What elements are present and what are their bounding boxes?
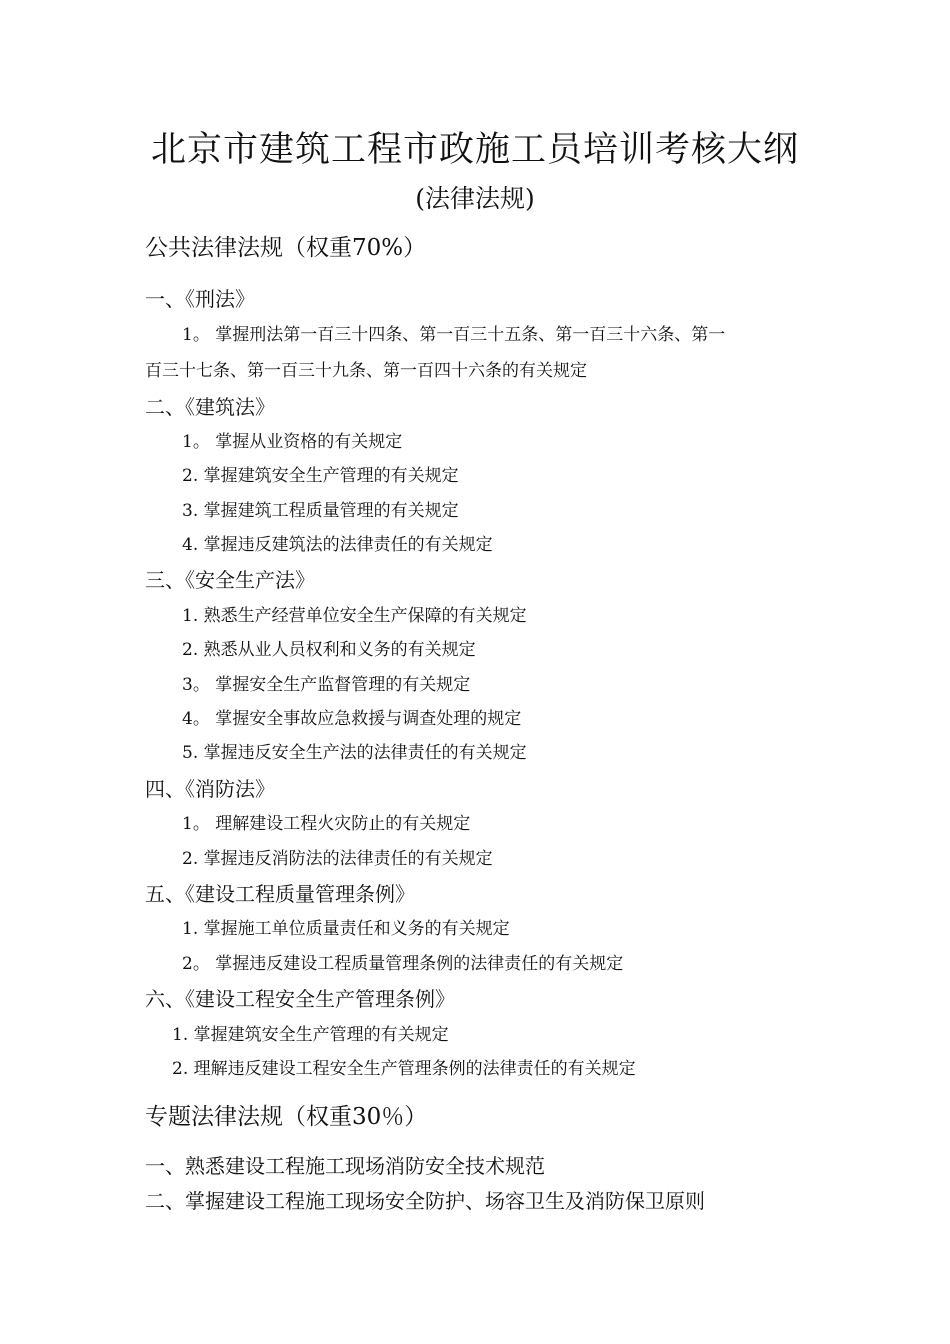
special-item: 二、掌握建设工程施工现场安全防护、场容卫生及消防保卫原则 — [145, 1189, 705, 1213]
law-item: 3. 掌握建筑工程质量管理的有关规定 — [182, 501, 459, 521]
law-item: 1. 掌握施工单位质量责任和义务的有关规定 — [182, 919, 510, 939]
document-subtitle: (法律法规) — [415, 184, 535, 213]
special-item: 一、熟悉建设工程施工现场消防安全技术规范 — [145, 1154, 545, 1178]
law-title-quality-regulation: 五、《建设工程质量管理条例》 — [145, 882, 415, 906]
law-item: 1。 掌握刑法第一百三十四条、第一百三十五条、第一百三十六条、第一 — [182, 325, 726, 345]
law-title-fire-protection: 四、《消防法》 — [145, 777, 275, 801]
special-laws-heading: 专题法律法规（权重30％） — [145, 1104, 428, 1130]
law-title-construction: 二、《建筑法》 — [145, 395, 275, 419]
law-item: 1. 掌握建筑安全生产管理的有关规定 — [172, 1025, 449, 1045]
law-item: 1。 掌握从业资格的有关规定 — [182, 432, 403, 452]
law-item: 3。 掌握安全生产监督管理的有关规定 — [182, 675, 471, 695]
law-item: 4。 掌握安全事故应急救援与调查处理的规定 — [182, 709, 522, 729]
law-title-criminal: 一、《刑法》 — [145, 287, 255, 311]
law-item: 5. 掌握违反安全生产法的法律责任的有关规定 — [182, 743, 527, 763]
law-item: 2. 掌握违反消防法的法律责任的有关规定 — [182, 849, 493, 869]
law-item: 2. 掌握建筑安全生产管理的有关规定 — [182, 466, 459, 486]
law-item: 1。 理解建设工程火灾防止的有关规定 — [182, 814, 471, 834]
law-item: 4. 掌握违反建筑法的法律责任的有关规定 — [182, 535, 493, 555]
public-laws-heading: 公共法律法规（权重70%） — [145, 235, 427, 261]
law-item: 1. 熟悉生产经营单位安全生产保障的有关规定 — [182, 606, 527, 626]
law-item: 2。 掌握违反建设工程质量管理条例的法律责任的有关规定 — [182, 954, 624, 974]
law-title-safety-regulation: 六、《建设工程安全生产管理条例》 — [145, 987, 455, 1011]
law-item: 2. 理解违反建设工程安全生产管理条例的法律责任的有关规定 — [172, 1059, 636, 1079]
document-title: 北京市建筑工程市政施工员培训考核大纲 — [150, 130, 799, 170]
law-item-continued: 百三十七条、第一百三十九条、第一百四十六条的有关规定 — [145, 361, 587, 381]
law-title-work-safety: 三、《安全生产法》 — [145, 568, 315, 592]
law-item: 2. 熟悉从业人员权利和义务的有关规定 — [182, 640, 476, 660]
